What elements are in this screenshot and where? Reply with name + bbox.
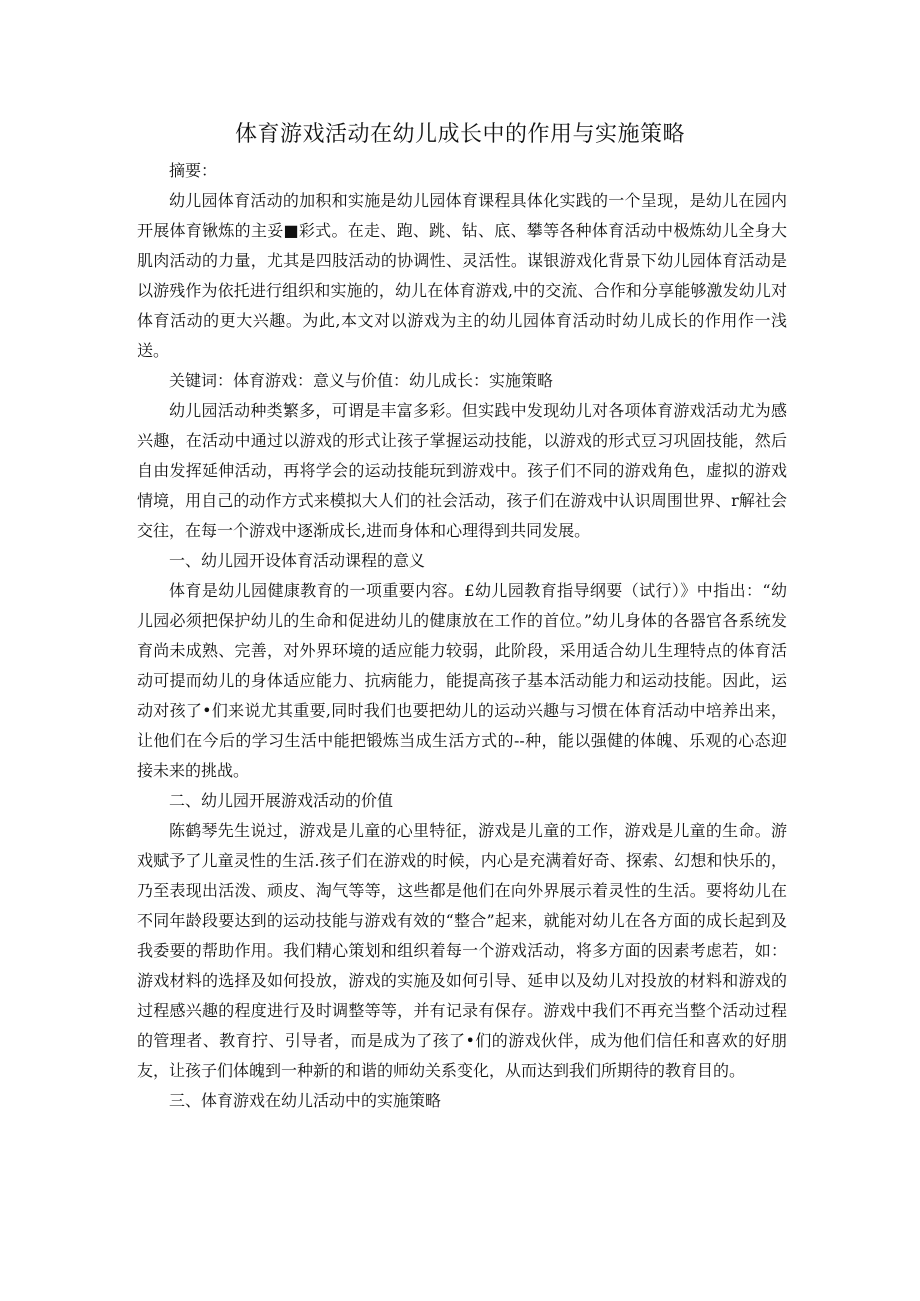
page-title: 体育游戏活动在幼儿成长中的作用与实施策略 [234,122,685,147]
keywords-line: 关键词：体育游戏：意义与价值：幼儿成长：实施策略 [169,371,554,390]
abstract-label: 摘要： [169,161,218,180]
abstract-paragraph: 幼儿园体育活动的加积和实施是幼儿园体育课程具体化实践的一个呈现，是幼儿在园内开展体育锹炼的主妥■彩式。在走、跑、跳、钻、底、攀等各种体育活动中极炼幼儿全身大肌肉活动的力量，尤其是四肢活动的协调性、灵活性。谋银游戏化背景下幼儿园体育活动是以游残作为依托进行组织和实施的，幼儿在体育游戏,中的交流、合作和分享能够激发幼儿对体育活动的更大兴趣。为此,本文对以游戏为主的幼儿园体育活动时幼儿成长的作用作一浅送。 [137,191,787,360]
section-2-paragraph: 陈鹤琴先生说过，游戏是儿童的心里特征，游戏是儿童的工作，游戏是儿童的生命。游戏赋予了儿童灵性的生活.孩子们在游戏的时候，内心是充满着好奇、探索、幻想和快乐的，乃至表现出活泼、顽皮、淘气等等，这些都是他们在向外界展示着灵性的生活。要将幼儿在不同年龄段要达到的运动技能与游戏有效的“整合”起来，就能对幼儿在各方面的成长起到及我委要的帮助作用。我们精心策划和组织着每一个游戏活动，将多方面的因素考虑若，如：游戏材料的选择及如何投放，游戏的实施及如何引导、延申以及幼儿对投放的材料和游戏的过程感兴趣的程度进行及时调整等等，并有记录有保存。游戏中我们不再充当整个活动过程的管理者、教育拧、引导者，而是成为了孩了•们的游戏伙伴，成为他们信任和喜欢的好朋友，让孩子们体魄到一种新的和谐的师幼关系变化，从而达到我们所期待的教育目的。 [137,821,787,1080]
intro-paragraph: 幼儿园活动种类繁多，可谓是丰富多彩。但实践中发现幼儿对各项体育游戏活动尤为感兴趣，在活动中通过以游戏的形式让孩子掌握运动技能，以游戏的形式豆习巩固技能，然后自由发挥延伸活动，再将学会的运动技能玩到游戏中。孩子们不同的游戏角色，虚拟的游戏情境，用自己的动作方式来模拟大人们的社会活动，孩子们在游戏中认识周围世界、r解社会交往，在每一个游戏中逐渐成长,进而身体和心理得到共同发展。 [137,401,787,540]
section-3-heading: 三、体育游戏在幼儿活动中的实施策略 [169,1091,442,1110]
document-body [137,156,787,1116]
section-1-paragraph: 体育是幼儿园健康教育的一项重要内容。£幼儿园教育指导纲要（试行）》中指出：“幼儿园必须把保护幼儿的生命和促进幼儿的健康放在工作的首位。”幼儿身体的各器官各系统发育尚未成熟、完善，对外界环境的适应能力较弱，此阶段，采用适合幼儿生理特点的体育活动可提而幼儿的身体适应能力、抗病能力，能提高孩子基本活动能力和运动技能。因此，运动对孩了•们来说尤其重要,同时我们也要把幼儿的运动兴趣与习惯在体育活动中培养出来，让他们在今后的学习生活中能把锻炼当成生活方式的--种，能以强健的体魄、乐观的心态迎接未来的挑战。 [137,581,787,780]
section-2-heading: 二、幼儿园开展游戏活动的价值 [169,791,394,810]
section-1-heading: 一、幼儿园开设体育活动课程的意义 [169,551,426,570]
